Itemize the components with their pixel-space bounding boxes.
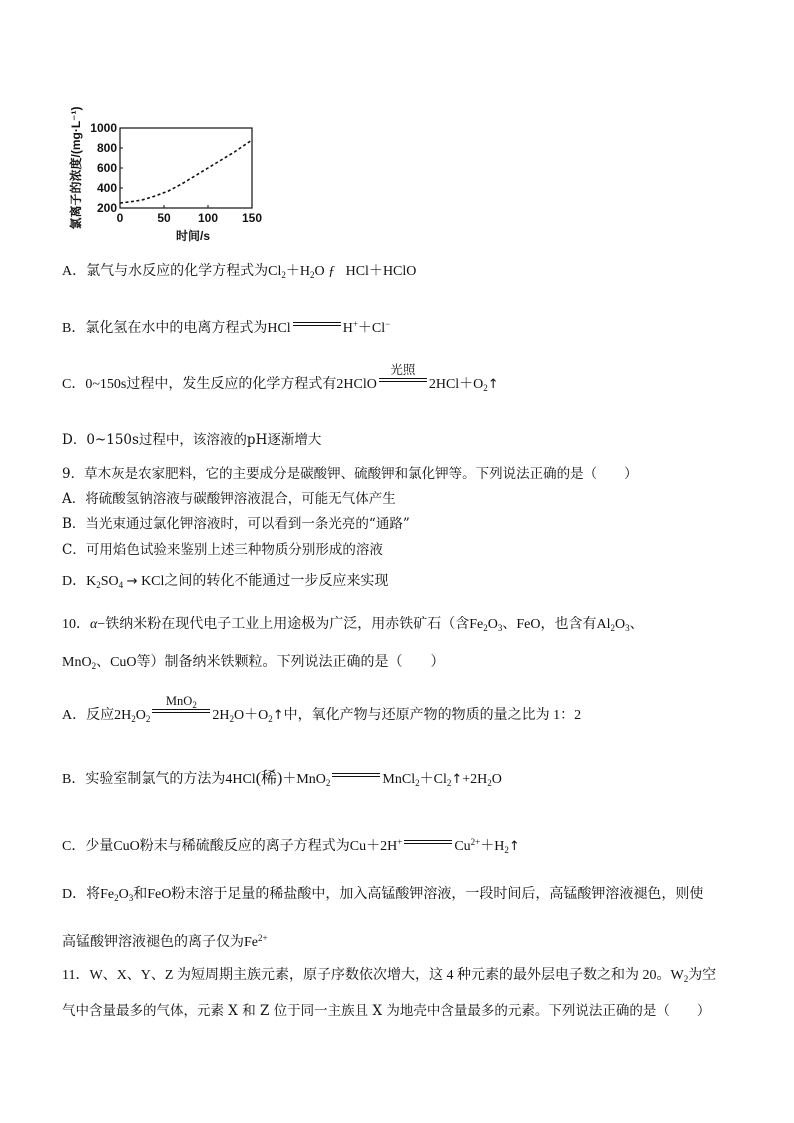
dilute-label: (稀) bbox=[255, 770, 283, 787]
formula: Cl bbox=[268, 264, 282, 279]
subscript: 2 bbox=[96, 580, 101, 590]
equals-sign bbox=[332, 772, 380, 780]
chloride-concentration-series-line bbox=[120, 140, 252, 203]
q11-stem-line2: 气中含量最多的气体，元素 X 和 Z 位于同一主族且 X 为地壳中含量最多的元素。下列说法正确的是（ ） bbox=[62, 1003, 711, 1019]
formula: K bbox=[86, 574, 97, 589]
subscript: 2 bbox=[309, 270, 315, 280]
superscript: + bbox=[352, 319, 358, 329]
option-text: 0~150s过程中，发生反应的化学方程式有 bbox=[85, 377, 337, 392]
q8-option-a bbox=[62, 263, 416, 284]
formula: ＋H bbox=[480, 839, 505, 854]
formula: 2HCl＋O bbox=[428, 377, 484, 392]
subscript: 2 bbox=[483, 383, 488, 393]
option-label: B． bbox=[62, 321, 86, 336]
subscript: 2 bbox=[446, 778, 452, 788]
option-text: 和 bbox=[133, 887, 148, 902]
formula: +2H bbox=[462, 772, 488, 787]
superscript: 2+ bbox=[258, 933, 268, 943]
subscript: 2 bbox=[131, 714, 136, 724]
formula: Al bbox=[596, 617, 611, 632]
subscript: 2 bbox=[268, 714, 273, 724]
formula: 2H bbox=[114, 708, 132, 723]
option-text: 氯化氢在水中的电离方程式为 bbox=[85, 321, 268, 336]
formula: KCl bbox=[141, 574, 165, 589]
option-label: C． bbox=[62, 377, 86, 392]
stem-text: −铁纳米粉在现代电子工业上用途极为广泛，用赤铁矿石（含 bbox=[97, 617, 470, 632]
option-text: 氯气与水反应的化学方程式为 bbox=[86, 264, 269, 279]
formula: CuO bbox=[113, 839, 140, 854]
q9-option-a: A．将硫酸氢钠溶液与碳酸钾溶液混合，可能无气体产生 bbox=[62, 491, 396, 507]
formula: 4HCl bbox=[225, 772, 256, 787]
subscript: 2 bbox=[145, 714, 151, 724]
subscript: 3 bbox=[128, 893, 134, 903]
option-label: B．实验室制氯气的方法为 bbox=[62, 772, 226, 787]
y-tick-label: 1000 bbox=[90, 121, 117, 135]
q8-option-d bbox=[62, 431, 321, 449]
q10-option-c bbox=[62, 833, 520, 859]
equals-sign bbox=[379, 363, 427, 385]
option-text: 粉末与稀硫酸反应的离子方程式为 bbox=[139, 839, 350, 854]
y-tick-label: 800 bbox=[96, 141, 117, 155]
chloride-concentration-chart bbox=[60, 88, 280, 248]
q9-option-d bbox=[62, 573, 388, 594]
option-text: 中，氧化产物与还原产物的物质的量之比为 1：2 bbox=[283, 708, 582, 723]
subscript: 3 bbox=[497, 623, 503, 633]
subscript: 2 bbox=[504, 845, 509, 855]
q9-option-c: C．可用焰色试验来鉴别上述三种物质分别形成的溶液 bbox=[62, 542, 383, 558]
formula: FeO bbox=[516, 617, 541, 632]
formula: O bbox=[118, 887, 129, 902]
formula: MnCl bbox=[382, 772, 416, 787]
y-tick-label: 200 bbox=[96, 201, 117, 215]
superscript: + bbox=[397, 837, 403, 847]
stem-text: 等）制备纳米铁颗粒。下列说法正确的是（ ） bbox=[136, 655, 445, 670]
greek-alpha: α bbox=[90, 617, 98, 632]
subscript: 2 bbox=[114, 893, 119, 903]
q10-option-d-line2 bbox=[62, 929, 268, 952]
formula: O bbox=[487, 617, 498, 632]
subscript: 3 bbox=[625, 623, 630, 633]
option-text: 粉末溶于足量的稀盐酸中，加入高锰酸钾溶液，一段时间后，高锰酸钾溶液褪色，则使 bbox=[171, 887, 704, 902]
option-label: C．少量 bbox=[62, 839, 114, 854]
subscript: 2 bbox=[325, 778, 331, 788]
superscript: − bbox=[385, 319, 391, 329]
subscript: 2 bbox=[683, 974, 689, 984]
q10-option-b bbox=[62, 770, 502, 792]
formula: ＋Cl bbox=[357, 321, 386, 336]
gas-arrow: ↑ bbox=[508, 839, 520, 854]
formula: HCl bbox=[267, 321, 291, 336]
q10-stem-line2 bbox=[62, 654, 445, 675]
formula: ＋MnO bbox=[282, 772, 326, 787]
subscript: 2 bbox=[483, 623, 488, 633]
formula: FeO bbox=[147, 887, 172, 902]
y-tick-label: 400 bbox=[96, 181, 117, 195]
stem-text: ，也含有 bbox=[540, 617, 597, 632]
subscript: 2 bbox=[487, 778, 492, 788]
option-label: D． bbox=[62, 432, 87, 448]
subscript: 2 bbox=[281, 270, 286, 280]
formula: MnO bbox=[165, 694, 193, 708]
formula: Fe bbox=[100, 887, 115, 902]
separator: 、 bbox=[629, 617, 644, 632]
q10-option-d-line1 bbox=[62, 886, 703, 907]
formula: O＋O bbox=[234, 708, 269, 723]
q8-option-b bbox=[62, 315, 390, 338]
separator: 、 bbox=[502, 617, 517, 632]
option-label: A． bbox=[62, 264, 87, 279]
option-label: D．将 bbox=[62, 887, 101, 902]
reaction-catalyst bbox=[152, 692, 210, 714]
formula: O bbox=[314, 264, 325, 279]
chart-svg bbox=[60, 88, 280, 248]
formula: ＋Cl bbox=[419, 772, 447, 787]
formula: MnO bbox=[62, 655, 92, 670]
formula: HCl＋HClO bbox=[345, 264, 417, 279]
option-text: 高锰酸钾溶液褪色的离子仅为 bbox=[62, 935, 244, 950]
subscript: 2 bbox=[229, 714, 234, 724]
option-label: D． bbox=[62, 574, 87, 589]
separator: 、 bbox=[96, 655, 111, 670]
q10-option-a bbox=[62, 694, 582, 728]
x-tick-label: 0 bbox=[116, 211, 124, 225]
q9-stem: 9．草木灰是农家肥料，它的主要成分是碳酸钾、硫酸钾和氯化钾等。下列说法正确的是（ ） bbox=[62, 466, 638, 482]
formula: Cu bbox=[454, 839, 471, 854]
gas-arrow: ↑ bbox=[272, 708, 284, 723]
formula: O bbox=[491, 772, 502, 787]
gas-arrow: ↑ bbox=[487, 377, 499, 392]
chart-x-axis-label: 时间/s bbox=[175, 229, 211, 243]
formula: Fe bbox=[244, 935, 258, 950]
option-text: 之间的转化不能通过一步反应来实现 bbox=[164, 574, 389, 589]
y-tick-label: 600 bbox=[96, 161, 117, 175]
option-text: 0~150s过程中，该溶液的pH逐渐增大 bbox=[86, 432, 322, 448]
x-tick-label: 50 bbox=[157, 211, 171, 225]
x-tick-label: 150 bbox=[241, 211, 263, 225]
subscript: 2 bbox=[415, 778, 420, 788]
right-arrow: → bbox=[126, 574, 138, 589]
equals-sign bbox=[404, 839, 452, 847]
formula: 2HClO bbox=[336, 377, 377, 392]
equilibrium-symbol: ƒ bbox=[328, 264, 336, 279]
stem-text: 为空 bbox=[688, 968, 717, 983]
formula: O bbox=[135, 708, 146, 723]
question-number: 10． bbox=[62, 617, 90, 632]
formula: H bbox=[342, 321, 353, 336]
formula: SO bbox=[100, 574, 119, 589]
q8-option-c bbox=[62, 363, 499, 397]
formula: Fe bbox=[469, 617, 484, 632]
q10-stem-line1 bbox=[62, 616, 644, 637]
option-label: A．反应 bbox=[62, 708, 115, 723]
equals-sign bbox=[293, 321, 341, 329]
chart-y-axis-label: 氯离子的浓度/(mg·L⁻¹) bbox=[69, 106, 83, 230]
x-tick-label: 100 bbox=[197, 211, 219, 225]
formula: ＋H bbox=[285, 264, 310, 279]
subscript: 2 bbox=[192, 700, 197, 710]
gas-arrow: ↑ bbox=[451, 772, 463, 787]
stem-text: 11．W、X、Y、Z 为短周期主族元素，原子序数依次增大，这 4 种元素的最外层电子数之和为 20。W bbox=[62, 968, 684, 983]
formula: O bbox=[615, 617, 626, 632]
q9-option-b: B．当光束通过氯化钾溶液时，可以看到一条光亮的“通路” bbox=[62, 516, 410, 532]
formula: Cu＋2H bbox=[349, 839, 398, 854]
formula: CuO bbox=[110, 655, 137, 670]
subscript: 2 bbox=[91, 661, 97, 671]
reaction-condition: 光照 bbox=[390, 363, 416, 377]
q11-stem-line1 bbox=[62, 967, 716, 988]
subscript: 4 bbox=[118, 580, 124, 590]
superscript: 2+ bbox=[470, 837, 481, 847]
formula: 2H bbox=[212, 708, 230, 723]
subscript: 2 bbox=[610, 623, 616, 633]
equals-sign bbox=[152, 694, 210, 716]
chart-plot-area bbox=[120, 128, 252, 208]
